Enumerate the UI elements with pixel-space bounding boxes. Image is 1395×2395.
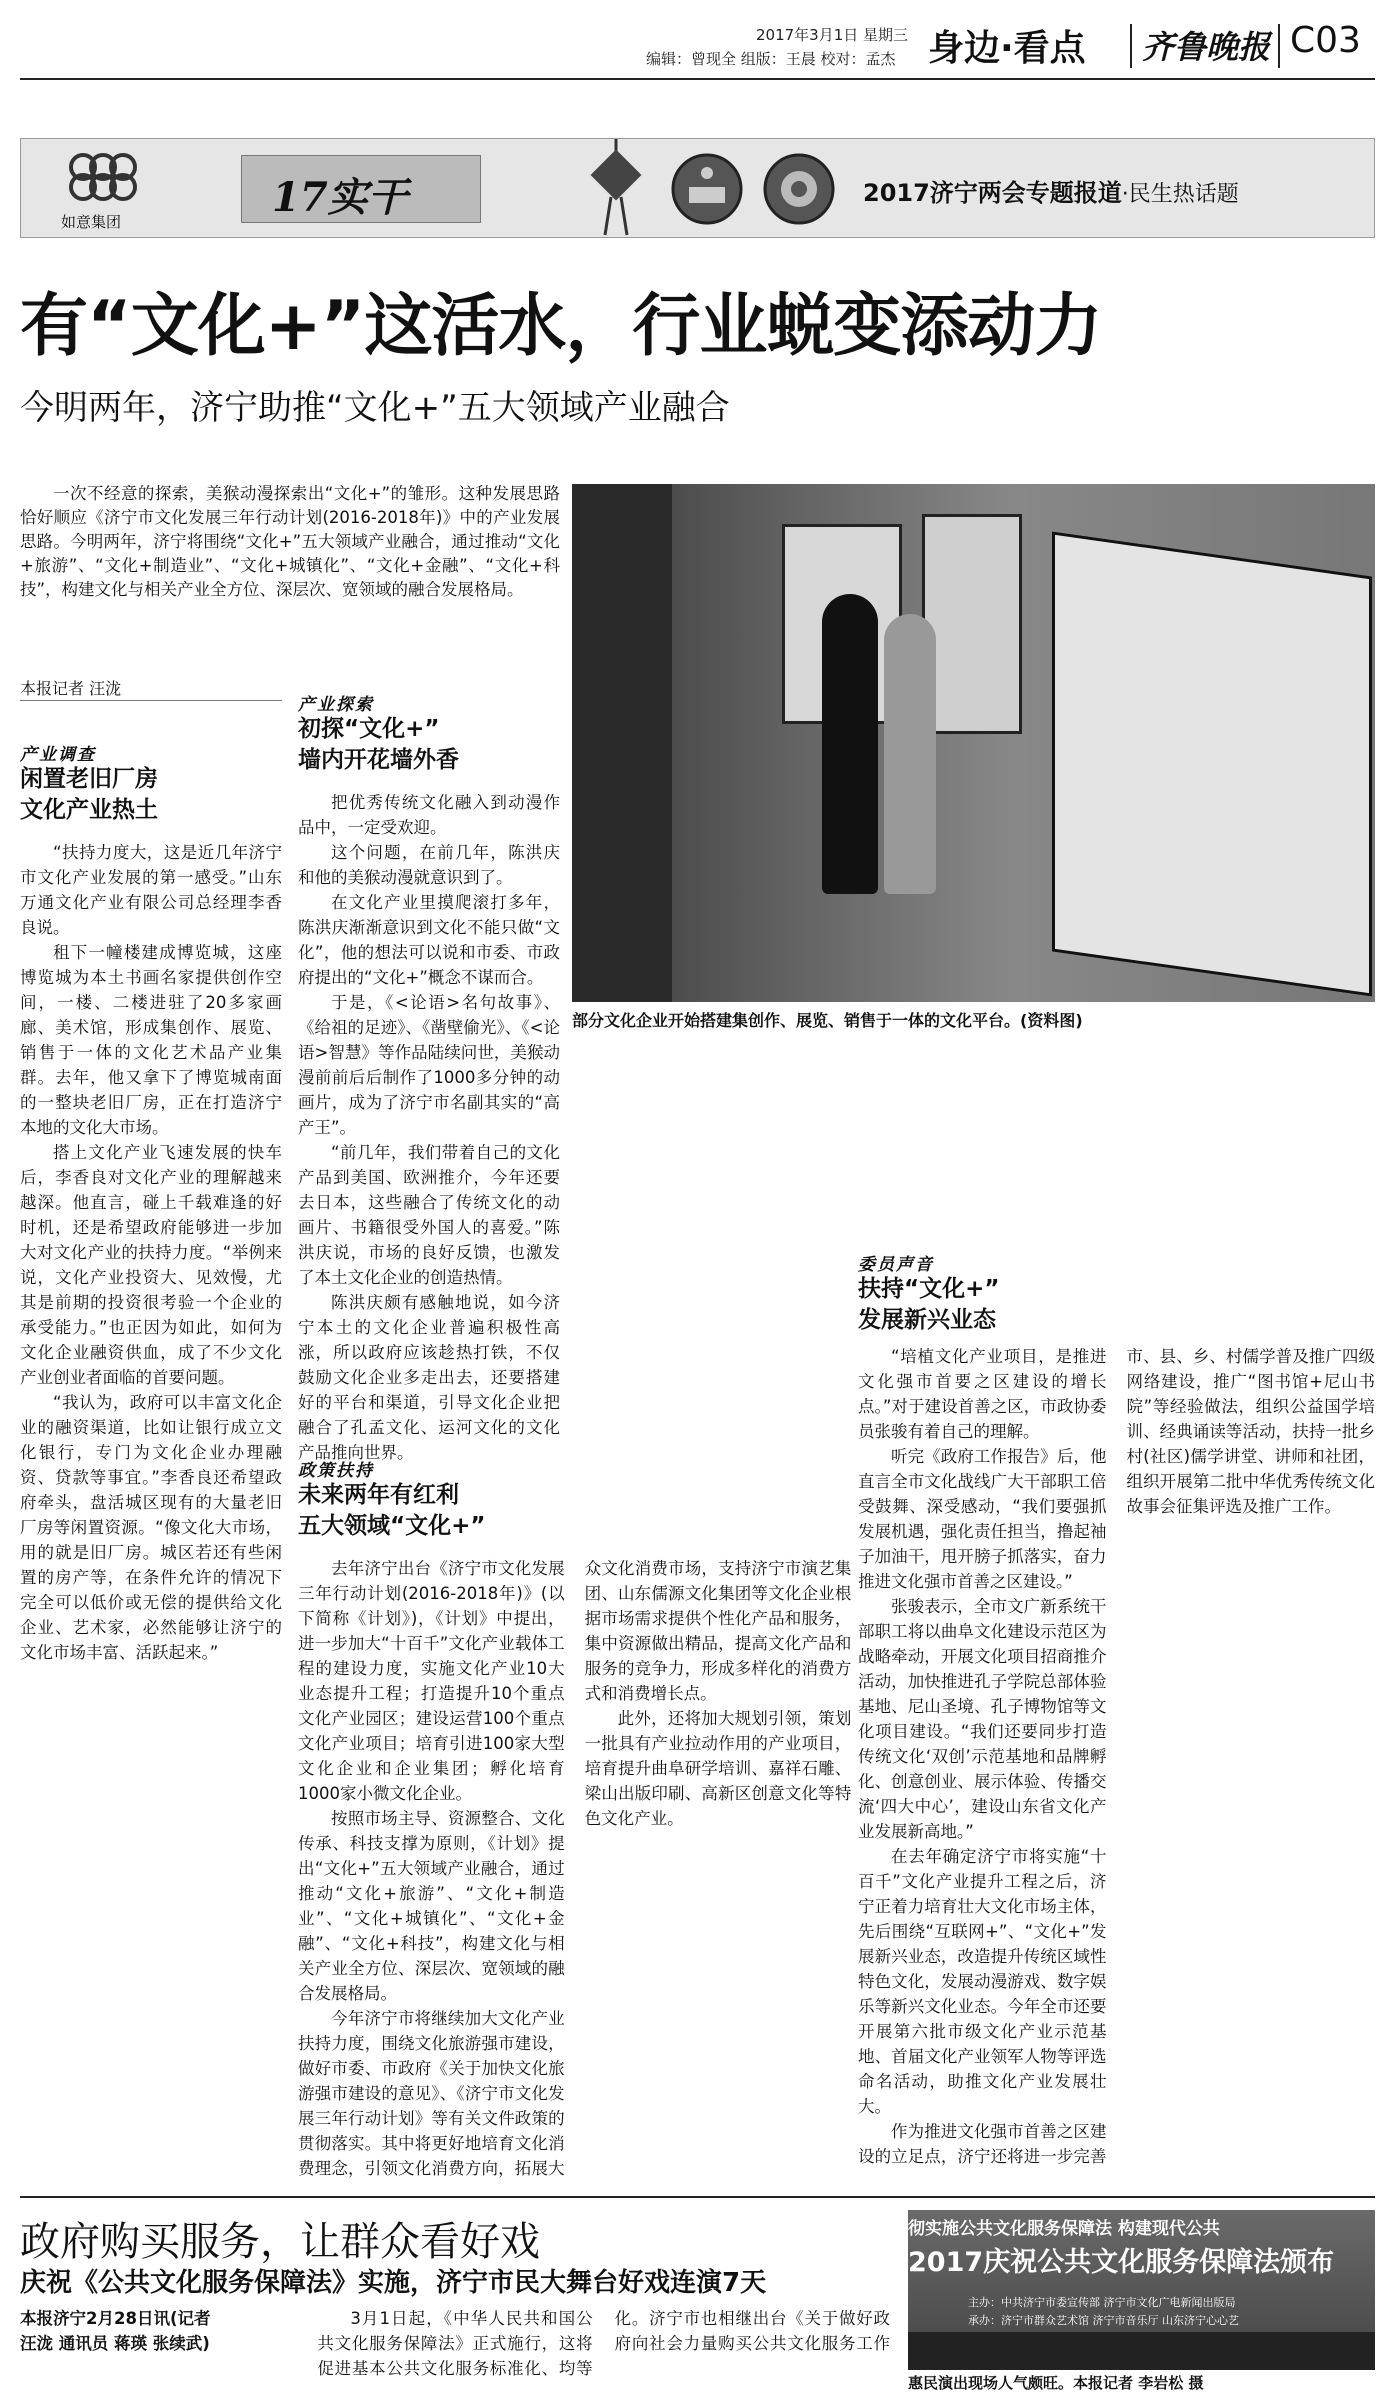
- stage-host-1: 主办：中共济宁市委宣传部 济宁市文化广电新闻出版局: [968, 2296, 1236, 2309]
- section1-paragraph: 租下一幢楼建成博览城，这座博览城为本土书画名家提供创作空间，一楼、二楼进驻了20多家画廊、美术馆，形成集创作、展览、销售于一体的文化艺术品产业集群。去年，他又拿下了博览城南面的一整块老旧厂房，正在打造济宁本地的文化大市场。: [20, 943, 282, 1137]
- section1-title: [20, 764, 158, 826]
- sponsor-name: 如意集团: [61, 213, 122, 231]
- stage-host-2: 承办：济宁市群众艺术馆 济宁市音乐厅 山东济宁心心艺: [968, 2314, 1239, 2327]
- page-number: C03: [1290, 20, 1361, 61]
- section3-title-line1: 未来两年有红利: [298, 1482, 459, 1508]
- lead-text: 一次不经意的探索，美猴动漫探索出“文化+”的雏形。这种发展思路恰好顺应《济宁市文化发展三年行动计划(2016-2018年)》中的产业发展思路。今明两年，济宁将围绕“文化+”五大领域产业融合，通过推动“文化+旅游”、“文化+制造业”、“文化+城镇化”、“文化+金融”、“文化+科技”，构建文化与相关产业全方位、深层次、宽领域的融合发展格局。: [20, 484, 560, 599]
- photo-person-1: [822, 594, 878, 894]
- editor-credits: 编辑：曾现全 组版：王晨 校对：孟杰: [646, 50, 896, 68]
- banner-title: [863, 173, 1239, 208]
- section3-title-line2: 五大领域“文化+”: [298, 1513, 486, 1539]
- section-title: 身边·看点: [928, 28, 1086, 69]
- banner-title-text: 2017济宁两会专题报道: [863, 179, 1122, 207]
- article2-byline-line1: 本报济宁2月28日讯(记者: [20, 2309, 211, 2328]
- section4-title-line1: 扶持“文化+”: [858, 1276, 1000, 1302]
- exhibition-photo: [572, 484, 1375, 1002]
- section3-paragraph: 今年济宁市将继续加大文化产业扶持力度，围绕文化旅游强市建设，做好市委、市政府《关于加快文化旅游强市建设的意见》、《济宁市文化发展三年行动计划》等有关文件政策的贯彻落实。其中将更好地培育文化消费理念，引领文化消费方向，拓展大众文化消费市场，支持济宁市演艺集团、山东儒源文化集团等文化企业根据市场需求提供个性化产品和服务，集中资源做出精品，提高文化产品和服务的竞争力，形成多样化的消费方式和消费增长点。: [298, 1559, 852, 2178]
- badge-text: 17实干: [272, 174, 408, 221]
- byline-rule: [20, 700, 282, 701]
- section2-paragraph: 陈洪庆颇有感触地说，如今济宁本土的文化企业普遍积极性高涨，所以政府应该趁热打铁，不仅鼓励文化企业多走出去，还要搭建好的平台和渠道，引导文化企业把融合了孔孟文化、运河文化的文化产品推向世界。: [298, 1293, 560, 1462]
- article2-paragraph: 3月1日起，《中华人民共和国公共文化服务保障法》正式施行，这将促进基本公共文化服务标准化、均等化。济宁市也相继出台《关于做好政府向社会力量购买公共文化服务工作: [317, 2309, 890, 2378]
- banner-tag: ·民生热话题: [1121, 182, 1239, 207]
- issue-date: 2017年3月1日 星期三: [756, 26, 909, 44]
- section1-title-line1: 闲置老旧厂房: [20, 766, 158, 792]
- stage-banner-main: 2017庆祝公共文化服务保障法颁布: [908, 2247, 1335, 2278]
- section1-paragraph: “我认为，政府可以丰富文化企业的融资渠道，比如让银行成立文化银行，专门为文化企业办理融资、贷款等事宜。”李香良还希望政府牵头，盘活城区现有的大量老旧厂房等闲置资源。“像文化大市场，用的就是旧厂房。城区若还有些闲置的房产等，在条件允许的情况下完全可以低价或无偿的提供给文化企业、艺术家，必然能够让济宁的文化市场丰富、活跃起来。”: [20, 1393, 282, 1662]
- section1-title-line2: 文化产业热土: [20, 797, 158, 823]
- article2-byline-line2: 汪泷 通讯员 蒋瑛 张续武): [20, 2334, 210, 2353]
- header-divider-2: [1278, 24, 1280, 68]
- header-divider: [1130, 24, 1132, 68]
- exhibition-photo-caption: 部分文化企业开始搭建集创作、展览、销售于一体的文化平台。(资料图): [572, 1011, 1083, 1030]
- section2-paragraph: “前几年，我们带着自己的文化产品到美国、欧洲推介，今年还要去日本，这些融合了传统文化的动画片、书籍很受外国人的喜爱。”陈洪庆说，市场的良好反馈，也激发了本土文化企业的创造热情。: [298, 1143, 560, 1287]
- section1-paragraph: “扶持力度大，这是近几年济宁市文化产业发展的第一感受。”山东万通文化产业有限公司总经理李香良说。: [20, 843, 282, 937]
- section3-kicker: 政策扶持: [298, 1461, 374, 1481]
- header-rule: [20, 78, 1375, 80]
- photo-painting-3: [1052, 532, 1372, 997]
- article2-subheadline: 庆祝《公共文化服务保障法》实施，济宁市民大舞台好戏连演7天: [20, 2268, 767, 2298]
- section3-title: [298, 1480, 486, 1542]
- photo-person-2: [884, 614, 936, 894]
- section2-body: [298, 790, 560, 1465]
- section2-paragraph: 于是，《<论语>名句故事》、《给祖的足迹》、《凿壁偷光》、《<论语>智慧》等作品陆续问世，美猴动漫前前后后制作了1000多分钟的动画片，成为了济宁市名副其实的“高产王”。: [298, 993, 560, 1137]
- conference-banner: [20, 138, 1375, 238]
- section4-paragraph: 张骏表示，全市文广新系统干部职工将以曲阜文化建设示范区为战略牵动，开展文化项目招商推介活动，加快推进孔子学院总部体验基地、尼山圣境、孔子博物馆等文化项目建设。“我们还要同步打造传统文化‘双创’示范基地和品牌孵化、创意创业、展示体验、传播交流‘四大中心’，建设山东省文化产业发展新高地。”: [858, 1597, 1107, 1841]
- stage-banner-top: 彻实施公共文化服务保障法 构建现代公共: [908, 2219, 1220, 2239]
- article2-byline: [20, 2306, 295, 2356]
- section4-kicker: 委员声音: [858, 1255, 934, 1275]
- section1-paragraph: 搭上文化产业飞速发展的快车后，李香良对文化产业的理解越来越深。他直言，碰上千载难逢的好时机，还是希望政府能够进一步加大对文化产业的扶持力度。“举例来说，文化产业投资大、见效慢，尤其是前期的投资很考验一个企业的承受能力。”也正因为如此，如何为文化企业融资供血，成了不少文化产业创业者面临的首要问题。: [20, 1143, 282, 1387]
- section4-paragraph: “培植文化产业项目，是推进文化强市首要之区建设的增长点。”对于建设首善之区，市政协委员张骏有着自己的理解。: [858, 1347, 1107, 1441]
- sponsor-logo: [59, 147, 147, 207]
- article2-body: [20, 2306, 890, 2392]
- banner-badge: [241, 155, 481, 223]
- section4-paragraph: 作为推进文化强市首善之区建设的立足点，济宁还将进一步完善市、县、乡、村儒学普及推广四级网络建设，推广“图书馆+尼山书院”等经验做法，组织公益国学培训、经典诵读等活动，扶持一批乡村(社区)儒学讲堂、讲师和社团，组织开展第二批中华优秀传统文化故事会征集评选及推广工作。: [858, 1347, 1375, 2166]
- cppcc-emblem-icon: [761, 149, 837, 229]
- section2-title: [298, 714, 459, 776]
- section4-title: [858, 1274, 1000, 1336]
- national-emblem-icon: [669, 149, 745, 229]
- section1-kicker: 产业调查: [20, 745, 96, 765]
- section2-paragraph: 把优秀传统文化融入到动漫作品中，一定受欢迎。: [298, 793, 560, 837]
- section1-body: [20, 840, 282, 1665]
- performance-photo: [908, 2210, 1375, 2370]
- section2-title-line1: 初探“文化+”: [298, 716, 440, 742]
- section2-paragraph: 这个问题，在前几年，陈洪庆和他的美猴动漫就意识到了。: [298, 843, 560, 887]
- section4-paragraph: 在去年确定济宁市将实施“十百千”文化产业提升工程之后，济宁正着力培育壮大文化市场主体，先后围绕“互联网+”、“文化+”发展新兴业态，改造提升传统区域性特色文化，发展动漫游戏、数字娱乐等新兴文化业态。今年全市还要开展第六批市级文化产业示范基地、首届文化产业领军人物等评选命名活动，助推文化产业发展壮大。: [858, 1847, 1107, 2116]
- chinese-knot-icon: [581, 139, 651, 237]
- article2-headline: 政府购买服务，让群众看好戏: [20, 2219, 540, 2265]
- article-divider: [20, 2196, 1375, 2198]
- article1-byline: 本报记者 汪泷: [20, 679, 122, 698]
- section2-kicker: 产业探索: [298, 695, 374, 715]
- section2-title-line2: 墙内开花墙外香: [298, 747, 459, 773]
- photo-painting-2: [922, 514, 1022, 734]
- section2-paragraph: 在文化产业里摸爬滚打多年，陈洪庆渐渐意识到文化不能只做“文化”，他的想法可以说和市委、市政府提出的“文化+”概念不谋而合。: [298, 893, 560, 987]
- article1-lead: [20, 482, 560, 602]
- section3-paragraph: 此外，还将加大规划引领，策划一批具有产业拉动作用的产业项目，培育提升曲阜研学培训、嘉祥石雕、梁山出版印刷、高新区创意文化等特色文化产业。: [584, 1709, 852, 1828]
- stage-crowd: [908, 2332, 1375, 2370]
- article1-subheadline: 今明两年，济宁助推“文化+”五大领域产业融合: [20, 388, 730, 428]
- section3-paragraph: 按照市场主导、资源整合、文化传承、科技支撑为原则，《计划》提出“文化+”五大领域产业融合，通过推动“文化+旅游”、“文化+制造业”、“文化+城镇化”、“文化+金融”、“文化+科技”，构建文化与相关产业全方位、深层次、宽领域的融合发展格局。: [298, 1809, 565, 2003]
- photo-wall-left: [572, 484, 672, 1002]
- performance-photo-caption: 惠民演出现场人气颇旺。本报记者 李岩松 摄: [908, 2374, 1204, 2392]
- section3-paragraph: 去年济宁出台《济宁市文化发展三年行动计划(2016-2018年)》(以下简称《计划》)，《计划》中提出，进一步加大“十百千”文化产业载体工程的建设力度，实施文化产业10大业态提升工程；打造提升10个重点文化产业园区；建设运营100个重点文化产业项目；培育引进100家大型文化企业和企业集团；孵化培育1000家小微文化企业。: [298, 1559, 565, 1803]
- article1-headline: 有“文化+”这活水，行业蜕变添动力: [20, 287, 1102, 366]
- section4-body: [858, 1344, 1375, 2184]
- newspaper-name: 齐鲁晚报: [1142, 28, 1271, 66]
- section4-paragraph: 听完《政府工作报告》后，他直言全市文化战线广大干部职工倍受鼓舞、深受感动，“我们要强抓发展机遇，强化责任担当，撸起袖子加油干，甩开膀子抓落实，奋力推进文化强市首善之区建设。”: [858, 1447, 1107, 1591]
- section4-title-line2: 发展新兴业态: [858, 1307, 996, 1333]
